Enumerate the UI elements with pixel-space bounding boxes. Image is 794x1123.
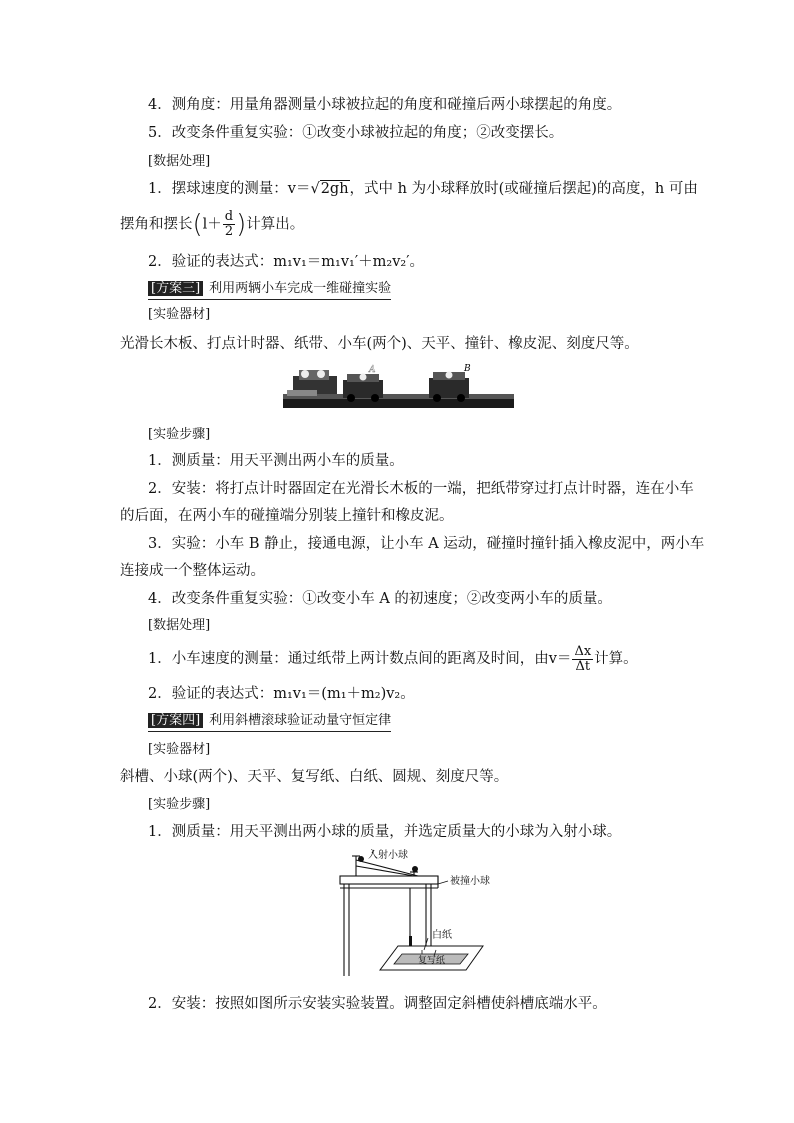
plan4-equipment-heading: [实验器材] <box>148 742 211 757</box>
plan3-equipment-list: 光滑长木板、打点计时器、纸带、小车(两个)、天平、撞针、橡皮泥、刻度尺等。 <box>120 336 639 352</box>
plan3-heading <box>148 280 391 300</box>
plan4-heading <box>148 712 391 732</box>
step4-angle: 4．测角度：用量角器测量小球被拉起的角度和碰撞后两小球摆起的角度。 <box>148 97 622 113</box>
verify-expression-pendulum: 2．验证的表达式：m₁v₁＝m₁v₁′＋m₂v₂′。 <box>148 254 425 270</box>
pendulum-speed-line2: 摆角和摆长(l＋ $\frac{d}{2}$ )计算出。 <box>120 209 305 240</box>
plan3-step3-line2: 连接成一个整体运动。 <box>120 563 265 579</box>
trolley-a-label: A <box>369 365 376 375</box>
plan3-title: 利用两辆小车完成一维碰撞实验 <box>209 281 392 296</box>
step5-repeat: 5．改变条件重复实验：①改变小球被拉起的角度；②改变摆长。 <box>148 125 564 141</box>
delta-x-over-delta-t: $\frac{\Delta x}{\Delta t}$ <box>574 643 592 674</box>
incline-ball-apparatus-figure <box>338 846 508 978</box>
carbon-paper-label: 复写纸 <box>418 956 446 966</box>
target-ball-label: 被撞小球 <box>450 876 490 887</box>
half-diameter-fraction: $\frac{d}{2}$ <box>224 209 234 239</box>
plan3-step2-line1: 2．安装：将打点计时器固定在光滑长木板的一端，把纸带穿过打点计时器，连在小车 <box>148 481 694 497</box>
plan3-tag: [方案三] <box>148 281 203 296</box>
plan3-step1: 1．测质量：用天平测出两小车的质量。 <box>148 453 404 469</box>
data-processing-heading: [数据处理] <box>148 154 211 169</box>
plan3-step4: 4．改变条件重复实验：①改变小车 A 的初速度；②改变两小车的质量。 <box>148 591 612 607</box>
pendulum-speed-line1: 1．摆球速度的测量：v＝√2gh，式中 h 为小球释放时(或碰撞后摆起)的高度，h 可由 <box>148 181 698 197</box>
incident-ball-label: 入射小球 <box>368 850 408 861</box>
plan4-steps-heading: [实验步骤] <box>148 797 211 812</box>
white-paper-label: 白纸 <box>432 930 452 941</box>
plan4-equipment-list: 斜槽、小球(两个)、天平、复写纸、白纸、圆规、刻度尺等。 <box>120 769 509 785</box>
plan3-equipment-heading: [实验器材] <box>148 307 211 322</box>
plan3-step2-line2: 的后面，在两小车的碰撞端分别装上撞针和橡皮泥。 <box>120 508 454 524</box>
plan3-data-heading: [数据处理] <box>148 618 211 633</box>
plan4-step1: 1．测质量：用天平测出两小球的质量，并选定质量大的小球为入射小球。 <box>148 824 622 840</box>
plan4-step2: 2．安装：按照如图所示安装实验装置。调整固定斜槽使斜槽底端水平。 <box>148 996 607 1012</box>
verify-expression-trolley: 2．验证的表达式：m₁v₁＝(m₁＋m₂)v₂。 <box>148 686 415 702</box>
trolley-speed-line: 1．小车速度的测量：通过纸带上两计数点间的距离及时间，由v＝ $\frac{\Delta x}{\Delta t}$ 计算。 <box>148 643 638 674</box>
plan3-step3-line1: 3．实验：小车 B 静止，接通电源，让小车 A 运动，碰撞时撞针插入橡皮泥中，两小车 <box>148 536 705 552</box>
plan4-tag: [方案四] <box>148 713 203 728</box>
plan4-title: 利用斜槽滚球验证动量守恒定律 <box>209 713 392 728</box>
plan3-steps-heading: [实验步骤] <box>148 427 211 442</box>
trolley-b-label: B <box>464 364 471 374</box>
trolley-collision-figure <box>283 362 514 410</box>
